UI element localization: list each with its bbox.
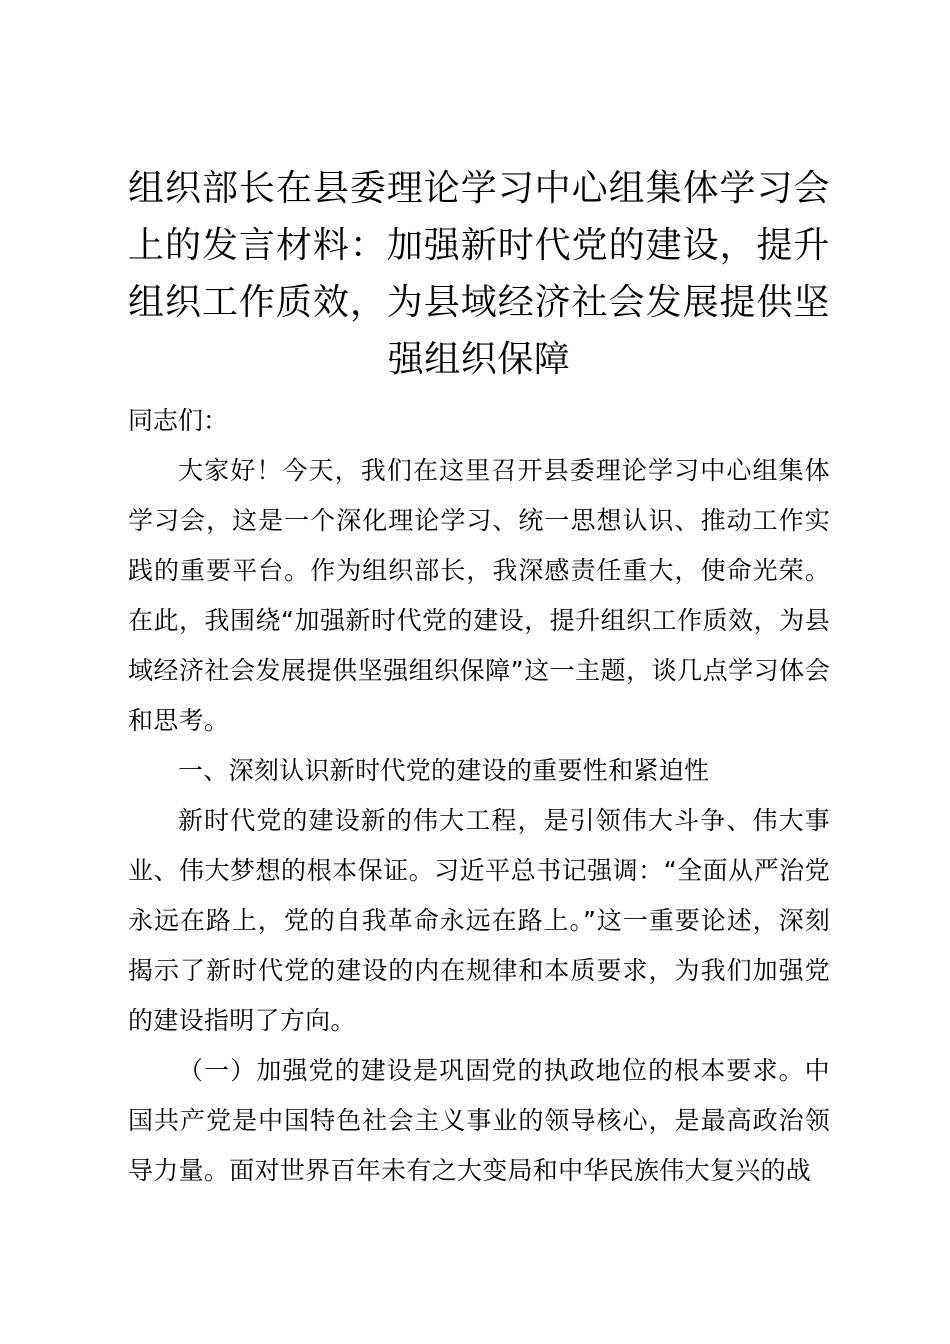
section-heading-1: 一、深刻认识新时代党的建设的重要性和紧迫性 <box>178 756 710 785</box>
paragraph-section-1: 新时代党的建设新的伟大工程，是引领伟大斗争、伟大事业、伟大梦想的根本保证。习近平总书记强调：“全面从严治党永远在路上，党的自我革命永远在路上。”这一重要论述，深刻揭示了新时代党的建设的内在规律和本质要求，为我们加强党的建设指明了方向。 <box>128 806 830 1035</box>
paragraph-subsection-1: （一）加强党的建设是巩固党的执政地位的根本要求。中国共产党是中国特色社会主义事业的领导核心，是最高政治领导力量。面对世界百年未有之大变局和中华民族伟大复兴的战 <box>128 1056 830 1185</box>
salutation: 同志们： <box>128 406 229 435</box>
document-page <box>128 160 830 1196</box>
document-title: 组织部长在县委理论学习中心组集体学习会上的发言材料：加强新时代党的建设，提升组织工作质效，为县域经济社会发展提供坚强组织保障 <box>128 168 830 380</box>
paragraph-intro: 大家好！今天，我们在这里召开县委理论学习中心组集体学习会，这是一个深化理论学习、统一思想认识、推动工作实践的重要平台。作为组织部长，我深感责任重大，使命光荣。在此，我围绕“加强新时代党的建设，提升组织工作质效，为县域经济社会发展提供坚强组织保障”这一主题，谈几点学习体会和思考。 <box>128 456 830 735</box>
